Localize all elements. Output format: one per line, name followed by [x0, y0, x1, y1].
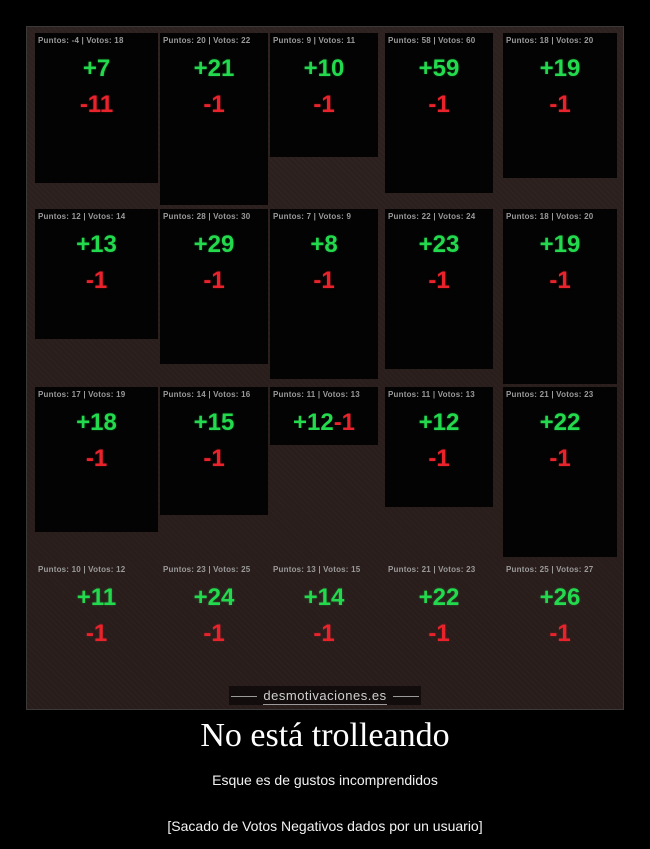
- poster-title: No está trolleando: [200, 717, 450, 754]
- negative-votes: -1: [203, 445, 225, 472]
- vote-card-meta: Puntos: 18 | Votos: 20: [506, 36, 594, 45]
- negative-votes: -1: [428, 620, 450, 647]
- positive-votes: +12: [292, 409, 334, 436]
- vote-card-row: [35, 209, 617, 387]
- vote-card[interactable]: [270, 562, 378, 678]
- vote-card-meta: Puntos: 28 | Votos: 30: [163, 212, 251, 221]
- poster-footnote: [Sacado de Votos Negativos dados por un usuario]: [167, 818, 483, 834]
- vote-card[interactable]: [503, 33, 617, 178]
- negative-votes: -1: [85, 620, 108, 647]
- negative-votes: -1: [428, 91, 450, 118]
- vote-card-meta: Puntos: 10 | Votos: 12: [38, 565, 126, 574]
- negative-votes: -1: [333, 409, 356, 436]
- vote-card-values: [35, 575, 158, 649]
- vote-card-row: [35, 387, 617, 562]
- vote-card-meta: Puntos: 20 | Votos: 22: [163, 36, 251, 45]
- vote-card-meta: Puntos: 12 | Votos: 14: [38, 212, 126, 221]
- vote-card[interactable]: [385, 387, 493, 507]
- positive-votes: +11: [76, 584, 117, 611]
- screenshot-image: [26, 26, 624, 710]
- vote-card[interactable]: [270, 209, 378, 379]
- caption-block: [0, 714, 650, 834]
- negative-votes: -1: [313, 620, 335, 647]
- vote-card-meta: Puntos: 7 | Votos: 9: [273, 212, 352, 221]
- negative-votes: -1: [428, 267, 450, 294]
- vote-card-row: [35, 562, 617, 690]
- vote-card-values: [35, 400, 158, 474]
- positive-votes: +12: [418, 409, 460, 436]
- vote-card-values: [35, 46, 158, 120]
- vote-card-meta: Puntos: 11 | Votos: 13: [273, 390, 360, 399]
- vote-card-meta: Puntos: 21 | Votos: 23: [388, 565, 476, 574]
- vote-card[interactable]: [160, 209, 268, 364]
- negative-votes: -1: [203, 620, 225, 647]
- negative-votes: -1: [313, 91, 335, 118]
- vote-card[interactable]: [160, 33, 268, 205]
- vote-card-meta: Puntos: 14 | Votos: 16: [163, 390, 251, 399]
- vote-card-values: [503, 46, 617, 120]
- negative-votes: -1: [549, 91, 571, 118]
- vote-card[interactable]: [160, 562, 268, 678]
- positive-votes: +21: [193, 55, 235, 82]
- vote-card-values: [385, 46, 493, 120]
- vote-card-meta: Puntos: 25 | Votos: 27: [506, 565, 594, 574]
- positive-votes: +24: [193, 584, 235, 611]
- vote-card[interactable]: [503, 209, 617, 384]
- vote-card-values: [160, 46, 268, 120]
- vote-card-values: [270, 222, 378, 296]
- vote-card[interactable]: [385, 209, 493, 369]
- vote-card[interactable]: [503, 562, 617, 678]
- positive-votes: +26: [539, 584, 581, 611]
- vote-card-values: [160, 222, 268, 296]
- vote-card-meta: Puntos: 17 | Votos: 19: [38, 390, 126, 399]
- vote-card-meta: Puntos: 21 | Votos: 23: [506, 390, 594, 399]
- vote-card[interactable]: [35, 33, 158, 183]
- positive-votes: +29: [193, 231, 235, 258]
- vote-card-meta: Puntos: 23 | Votos: 25: [163, 565, 251, 574]
- positive-votes: +10: [303, 55, 345, 82]
- vote-card-values: [503, 575, 617, 649]
- vote-card[interactable]: [160, 387, 268, 515]
- vote-card[interactable]: [385, 33, 493, 193]
- vote-card-meta: Puntos: 13 | Votos: 15: [273, 565, 361, 574]
- positive-votes: +22: [539, 409, 581, 436]
- vote-card-values: [270, 575, 378, 649]
- vote-card[interactable]: [270, 387, 378, 445]
- vote-card[interactable]: [35, 562, 158, 678]
- positive-votes: +13: [76, 231, 117, 258]
- vote-card-values: [160, 400, 268, 474]
- vote-card-row: [35, 33, 617, 209]
- positive-votes: +19: [539, 231, 581, 258]
- vote-card[interactable]: [385, 562, 493, 678]
- vote-card[interactable]: [503, 387, 617, 557]
- vote-card-meta: Puntos: 18 | Votos: 20: [506, 212, 594, 221]
- vote-card-meta: Puntos: 11 | Votos: 13: [388, 390, 475, 399]
- positive-votes: +7: [82, 55, 111, 82]
- negative-votes: -1: [85, 267, 108, 294]
- poster-subtitle: Esque es de gustos incomprendidos: [212, 772, 438, 788]
- vote-card-meta: Puntos: 9 | Votos: 11: [273, 36, 356, 45]
- vote-card-values: [270, 46, 378, 120]
- vote-card-values: [35, 222, 158, 296]
- negative-votes: -1: [549, 620, 571, 647]
- positive-votes: +19: [539, 55, 581, 82]
- positive-votes: +8: [310, 231, 338, 258]
- vote-card-values: [385, 575, 493, 649]
- vote-card-values: [503, 222, 617, 296]
- vote-card[interactable]: [35, 387, 158, 532]
- negative-votes: -1: [203, 91, 225, 118]
- vote-card-grid: [35, 33, 617, 705]
- vote-card[interactable]: [35, 209, 158, 339]
- vote-card-meta: Puntos: 58 | Votos: 60: [388, 36, 476, 45]
- negative-votes: -1: [549, 267, 571, 294]
- positive-votes: +15: [193, 409, 235, 436]
- positive-votes: +23: [418, 231, 460, 258]
- vote-card-values: [503, 400, 617, 474]
- vote-inline-pair: [270, 408, 378, 438]
- negative-votes: -1: [203, 267, 225, 294]
- vote-card-values: [385, 400, 493, 474]
- vote-card-meta: Puntos: 22 | Votos: 24: [388, 212, 476, 221]
- vote-card-values: [160, 575, 268, 649]
- positive-votes: +59: [418, 55, 460, 82]
- watermark-label: desmotivaciones.es: [263, 688, 387, 703]
- vote-card-values: [385, 222, 493, 296]
- positive-votes: +22: [418, 584, 460, 611]
- watermark: [27, 686, 623, 705]
- negative-votes: -1: [85, 445, 108, 472]
- vote-card-values: [270, 400, 378, 438]
- vote-card[interactable]: [270, 33, 378, 157]
- negative-votes: -11: [79, 91, 114, 118]
- positive-votes: +14: [303, 584, 345, 611]
- positive-votes: +18: [76, 409, 117, 436]
- negative-votes: -1: [428, 445, 450, 472]
- vote-card-meta: Puntos: -4 | Votos: 18: [38, 36, 124, 45]
- negative-votes: -1: [313, 267, 335, 294]
- negative-votes: -1: [549, 445, 571, 472]
